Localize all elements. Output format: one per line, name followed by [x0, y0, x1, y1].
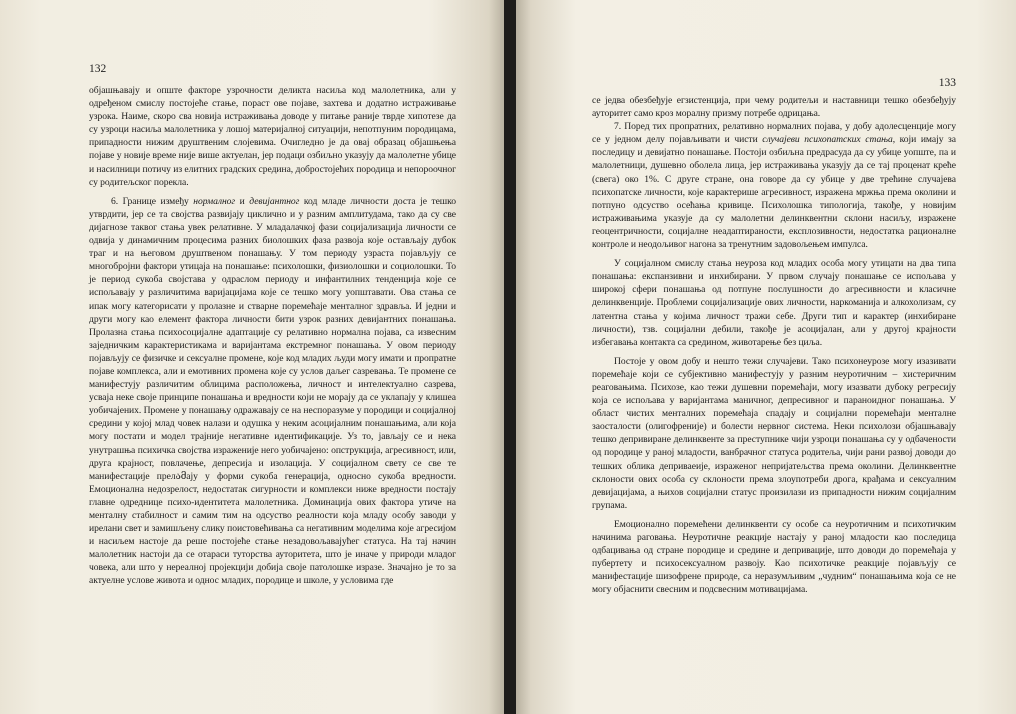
left-paragraph-1: објашњавају и опште факторе узрочности деликта насиља код малолетника, али у одређеном смислу постојеће стање, пораст ове појаве, захтева и додатно истраживање узрока. Наиме, скоро сва новија истраживања доводе у питање раније тврде хипотезе да су узроци насиља малолетника у лошој материјалној ситуацији, непотпуним породицама, припадности нижим друштвеним слојевима. Очигледно је да овај образац објашњења појаве у новије време није више актуелан, јер подаци озбиљно указују да малолетне убице и насилници потичу из елитних градских средина, добростојећих породица и непороочног су родитељског порекла.: [89, 85, 456, 188]
right-paragraph-1: се једва обезбеђује егзистенција, при чему родитељи и наставници тешко обезбеђују ауторитет само кроз моралну призму потребе одрицања.: [592, 95, 956, 120]
right-paragraph-3: У социјалном смислу стања неуроза код младих особа могу утицати на два типа понашања: експанзивни и инхибирани. У првом случају понашање се испољава у широкој сфери понашања од потпуне послушности до агресивности и класичне делинквенције. Проблеми социјализације ових личности, наркоманија и алкохолизам, су латентна стања у којима личност тражи себе. Други тип и карактер (инхибиране личности), тзв. социјални дебили, такође је асоцијалан, али у другој крајности избегавања контакта са средином, животарење без циља.: [592, 258, 956, 348]
right-paragraph-2: 7. Поред тих пропратних, релативно нормалних појава, у добу адолесценције могу се у једном делу појављивати и чисти случајеви психопатских стања, који имају за последицу и девијатно понашање. Постоји озбиљна предрасуда да су убице уопште, па и малолетници, душевно оболела лица, јер истраживања указују да се тај проценат креће (свега) око 1%. С друге стране, она говоре да су убице у две трећине случајева психопатске личности, које карактерише агресивност, изражена мржња према околини и потпуно одсуство осећања кривице. Психолошка типологија, такође, у новијим истраживањима указује да су малолетни делинквентни склони насиљу, изражене геоцентричности, социјалне неадаптираности, експлозивности, недостатка рационалне контроле и неодољивог нагона за тренутним задовољењем импулса.: [592, 121, 956, 251]
page-number-right: 133: [938, 77, 956, 89]
italic-term: нормалног: [193, 195, 236, 207]
italic-term: девијантног: [249, 195, 300, 207]
right-paragraph-5: Емоционално поремећени делинквенти су особе са неуротичним и психотичким начинима раговања. Неуротичне реакције настају у раној младости као последица одбацивања од стране породице и средине и депривације, што доводи до поремећаја у пубертету и психосексуалном развоју. Као психотичке реакције појављују се манифестације шизофрене природе, са неразумљивим „чудним“ понашањима која се не могу објаснити свесним и подсвесним мотивацијама.: [592, 518, 956, 596]
left-paragraph-2: 6. Границе између нормалног и девијантног код младе личности доста је тешко утврдити, јер се та својства развијају циклично и у разним амплитудама, тако да су све дијагнозе таквог стања увек релативне. У младалачкој фази социјализација личности се одвија у динамичним процесима разних биолошких фаза развоја које остављају дубок траг и на његовом друштвеном понашању. У том периоду узраста појављују се многобројни фактори утицаја на понашање: психолошки, физиолошки и социолошки. То је период сукоба својстава у одраслом периоду и инфантилних тенденција које се испољавају у различитима варијацијама које се тешко могу уопштавати. Ова стања се ипак могу категорисати у пролазне и стварне поремећаје менталног здравља. И једни и други могу као елемент фактора личности бити узрок разних девијантних понашања. Пролазна стања психосоцијалне адаптације су релативно нормална појава, са извесним заједничким карактеристикама и варијантама екстремног понашања. У овом периоду појављују се физичке и сексуалне промене, које код младих људи могу имати и пропратне појаве комплекса, али и емотивних промена које су услов даљег сазревања. Те промене се манифестују различитим облицима расположења, личност и интелектуално сазрева, усваја неке своје принципе понашања и вредности који не морају да се уклапају у клишеа уобичајених. Промене у понашању одражавају се на неспоразуме у породици и социјалној средини у којој млад човек налази и одушка у неким асоцијалним понашањима, али која могу постати и модел трајније негативне идентификације. Уз то, јављају се и нека унутрашња психичка својства израженије него уобичајено: опструкција, агресивност, или, друга крајност, повлачење, депресија и изолација. У социјалном свету се све те манифестације прелამају у форми сукоба генерација, односно сукоба вредности. Емоционална недозрелост, недостатак сигурности и комплекси ниже вредности постају главне одреднице психо-идентитета малолетника. Доминација ових фактора утиче на менталну стабилност и самим тим на одсуство реалности која младу особу заводи у ирелани свет и замишљену слику поистовећивања са негативним моделима које агресијом и насиљем настоје да реше постојеће стање незадовољавајућег статуса. На тај начин малолетник настоји да се отараси туторства ауторитета, што је иначе у природи младог човека, али што у нереалној пројекцији добија своје патолошке изразе. Значајно је то за актуелне услове живота и однос младих, породице и школе, у условима где: [89, 195, 457, 587]
page-number-left: 132: [89, 63, 107, 75]
left-page: [0, 0, 504, 714]
italic-term: случајеви психопатских стања: [762, 134, 893, 146]
right-paragraph-4: Постоје у овом добу и нешто тежи случајеви. Тако психонеурозе могу изазивати поремећаје који се субјективно манифестују у разним неуротичним – хистеричним реаговањима. Психозе, као тежи душевни поремећаји, могу изазвати дубоку регресију која се испољава у варијантама маничног, депресивног и параноидног понашања. У област чистих менталних поремећаја спадају и социјални поремећаји менталне заосталости (олигофреније) и болести нервног система. Неки психолози објашњавају тешко депривиране делинквенте за преступнике чији узроци понашања су у одбачености од породице у раној младости, ванбрачног статуса родитеља, чији рани развој доводи до тешких облика деприваеије, израженог непријатељства према околини. Делинквентне склоности ових особа су склоности према злоупотреби дрога, крађама и сексуалним девијацијама, а њихов социјални статус произилази из припадности нижим социјалним групама.: [592, 355, 956, 511]
right-page: [516, 0, 1016, 714]
